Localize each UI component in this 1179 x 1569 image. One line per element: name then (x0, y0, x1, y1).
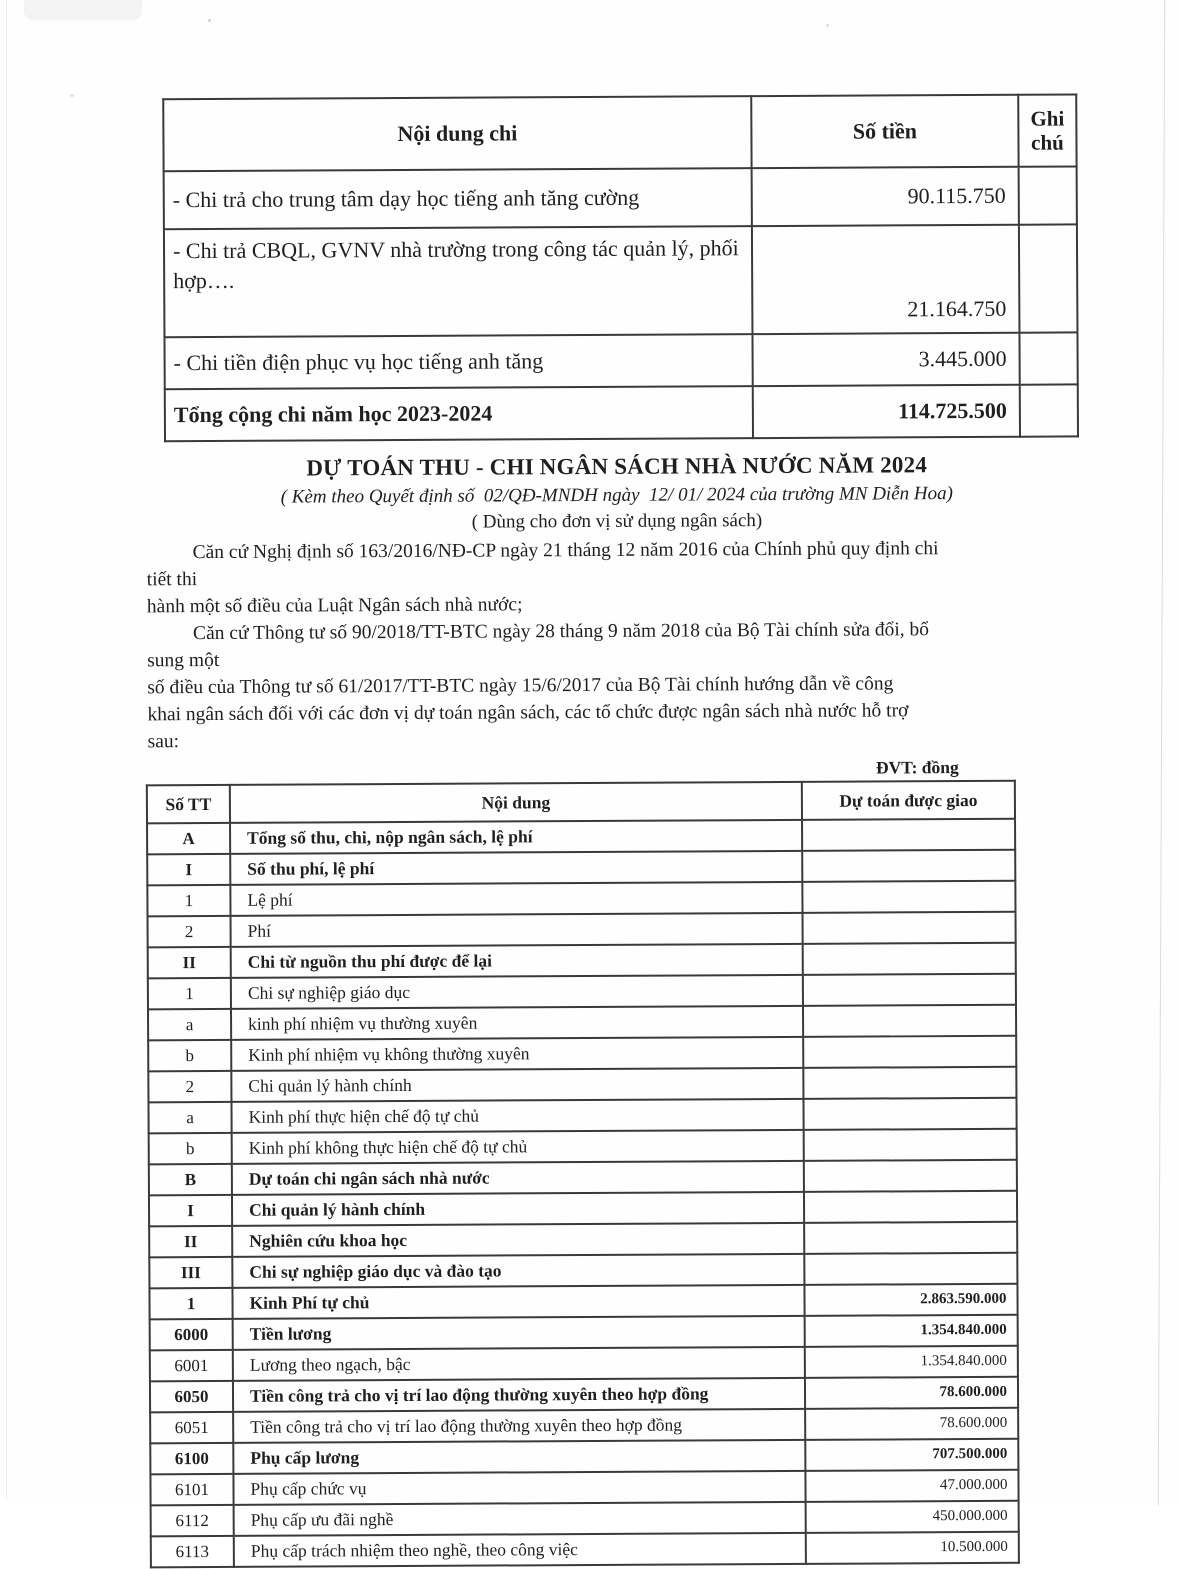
expense-amount: 90.115.750 (752, 167, 1019, 226)
budget-row-amount (804, 1129, 1017, 1161)
budget-row-label: Chi từ nguồn thu phí được để lại (231, 944, 803, 978)
budget-row-label: Phụ cấp ưu đãi nghề (234, 1502, 806, 1536)
column-header-content: Nội dung (230, 782, 802, 823)
budget-row-label: Tiền công trả cho vị trí lao động thường xuyên theo hợp đồng (233, 1409, 805, 1443)
table-row (164, 332, 1077, 389)
budget-row-amount (804, 1191, 1017, 1223)
budget-row-label: Chi quản lý hành chính (231, 1068, 803, 1102)
table-row (147, 819, 1015, 855)
budget-row-amount: 707.500.000 (805, 1439, 1018, 1471)
expense-label: - Chi trả cho trung tâm dạy học tiếng anh tăng cường (164, 168, 752, 229)
expense-amount: 114.725.500 (753, 385, 1020, 438)
budget-row-amount (804, 1253, 1017, 1285)
table-row (147, 881, 1015, 917)
legal-text-line: tiết thi (146, 569, 198, 591)
table-row (150, 1408, 1018, 1444)
budget-row-ordinal: III (149, 1257, 232, 1288)
table-row (150, 1346, 1018, 1382)
legal-text-line: khai ngân sách đối với các đơn vị dự toán ngân sách, các tổ chức được ngân sách nhà nước hỗ trợ (147, 700, 909, 726)
table-row (149, 1222, 1017, 1258)
budget-row-label: Tiền lương (233, 1316, 805, 1350)
expense-summary-table (162, 93, 1079, 442)
document-heading (0, 449, 1179, 538)
table-row (148, 1005, 1016, 1041)
budget-row-label: Dự toán chi ngân sách nhà nước (232, 1161, 804, 1195)
budget-row-ordinal: A (147, 823, 230, 854)
table-row (151, 1532, 1019, 1568)
table-row (164, 166, 1077, 229)
budget-row-label: Phí (231, 913, 803, 947)
budget-row-amount: 78.600.000 (805, 1377, 1018, 1409)
budget-table-header-row (147, 781, 1015, 824)
table-row (147, 850, 1015, 886)
budget-row-amount: 1.354.840.000 (805, 1315, 1018, 1347)
budget-row-amount (803, 1067, 1016, 1099)
budget-row-label: Kinh phí thực hiện chế độ tự chủ (231, 1099, 803, 1133)
legal-text-line: số điều của Thông tư số 61/2017/TT-BTC ngày 15/6/2017 của Bộ Tài chính hướng dẫn về công (147, 673, 894, 699)
budget-row-ordinal: 6051 (150, 1412, 233, 1443)
budget-row-amount: 1.354.840.000 (805, 1346, 1018, 1378)
budget-row-label: kinh phí nhiệm vụ thường xuyên (231, 1006, 803, 1040)
legal-text-line: Căn cứ Nghị định số 163/2016/NĐ-CP ngày 21 tháng 12 năm 2016 của Chính phủ quy định chi (192, 538, 939, 564)
budget-row-ordinal: 6050 (150, 1381, 233, 1412)
budget-row-ordinal: 6001 (150, 1350, 233, 1381)
expense-amount: 3.445.000 (752, 333, 1019, 386)
table-row (148, 1036, 1016, 1072)
budget-row-ordinal: 6113 (151, 1536, 234, 1567)
budget-row-amount (803, 974, 1016, 1006)
legal-text-line: hành một số điều của Luật Ngân sách nhà nước; (146, 594, 523, 618)
budget-row-label: Số thu phí, lệ phí (230, 851, 802, 885)
table-row (148, 943, 1016, 979)
budget-row-ordinal: b (148, 1040, 231, 1071)
budget-row-ordinal: II (148, 947, 231, 978)
budget-row-ordinal: 2 (148, 1071, 231, 1102)
budget-row-ordinal: 1 (148, 978, 231, 1009)
budget-row-amount (803, 1036, 1016, 1068)
table-row (150, 1377, 1018, 1413)
budget-row-ordinal: 1 (147, 885, 230, 916)
budget-row-ordinal: a (148, 1009, 231, 1040)
column-header-allocation: Dự toán được giao (802, 781, 1015, 820)
legal-text-line: sung một (147, 649, 220, 672)
budget-row-ordinal: 6100 (150, 1443, 233, 1474)
budget-row-ordinal: 6101 (150, 1474, 233, 1505)
budget-row-label: Phụ cấp lương (233, 1440, 805, 1474)
budget-row-amount (803, 943, 1016, 975)
expense-table-header-row (163, 94, 1076, 171)
budget-row-amount (802, 850, 1015, 882)
table-row (149, 1160, 1017, 1196)
table-row (148, 1098, 1016, 1134)
budget-row-amount (803, 1098, 1016, 1130)
budget-row-amount: 450.000.000 (806, 1501, 1019, 1533)
table-row (151, 1501, 1019, 1537)
budget-row-amount (804, 1222, 1017, 1254)
budget-row-ordinal: I (147, 854, 230, 885)
budget-row-label: Chi sự nghiệp giáo dục và đào tạo (232, 1254, 804, 1288)
budget-row-amount: 47.000.000 (805, 1470, 1018, 1502)
table-row (149, 1129, 1017, 1165)
expense-label: - Chi tiền điện phục vụ học tiếng anh tăng (164, 334, 752, 389)
expense-label: - Chi trả CBQL, GVNV nhà trường trong công tác quản lý, phối hợp…. (164, 226, 753, 337)
budget-row-amount (802, 819, 1015, 851)
budget-row-label: Nghiên cứu khoa học (232, 1223, 804, 1257)
expense-note (1020, 384, 1078, 436)
budget-estimate-table (146, 780, 1020, 1569)
document-title: DỰ TOÁN THU - CHI NGÂN SÁCH NHÀ NƯỚC NĂM 2024 (306, 452, 928, 481)
budget-row-label: Kinh Phí tự chủ (232, 1285, 804, 1319)
expense-label: Tổng cộng chi năm học 2023-2024 (165, 386, 753, 441)
budget-row-label: Phụ cấp chức vụ (233, 1471, 805, 1505)
expense-amount: 21.164.750 (752, 225, 1020, 334)
table-row (148, 912, 1016, 948)
budget-row-amount (803, 912, 1016, 944)
budget-row-label: Lương theo ngạch, bậc (233, 1347, 805, 1381)
table-row (164, 224, 1078, 337)
budget-row-ordinal: 6112 (151, 1505, 234, 1536)
budget-row-amount (802, 881, 1015, 913)
budget-row-amount (804, 1160, 1017, 1192)
budget-row-ordinal: a (148, 1102, 231, 1133)
budget-row-label: Tiền công trả cho vị trí lao động thường xuyên theo hợp đồng (233, 1378, 805, 1412)
table-row (149, 1191, 1017, 1227)
table-row (150, 1315, 1018, 1351)
budget-row-label: Lệ phí (230, 882, 802, 916)
budget-row-label: Kinh phí nhiệm vụ không thường xuyên (231, 1037, 803, 1071)
budget-row-ordinal: B (149, 1164, 232, 1195)
table-row (148, 974, 1016, 1010)
budget-row-ordinal: b (149, 1133, 232, 1164)
budget-row-label: Chi sự nghiệp giáo dục (231, 975, 803, 1009)
column-header-amount: Số tiền (751, 95, 1018, 168)
budget-row-ordinal: 1 (149, 1288, 232, 1319)
budget-row-ordinal: 6000 (150, 1319, 233, 1350)
budget-row-label: Tổng số thu, chi, nộp ngân sách, lệ phí (230, 820, 802, 854)
column-header-content: Nội dung chi (163, 96, 751, 171)
budget-row-amount (803, 1005, 1016, 1037)
budget-row-label: Phụ cấp trách nhiệm theo nghề, theo công việc (234, 1533, 806, 1567)
legal-text-line: Căn cứ Thông tư số 90/2018/TT-BTC ngày 28 tháng 9 năm 2018 của Bộ Tài chính sửa đổi, bổ (192, 619, 930, 645)
table-row (149, 1284, 1017, 1320)
budget-row-amount: 2.863.590.000 (804, 1284, 1017, 1316)
column-header-ordinal: Số TT (147, 785, 230, 823)
table-row (149, 1253, 1017, 1289)
budget-row-label: Kinh phí không thực hiện chế độ tự chủ (232, 1130, 804, 1164)
legal-text-line: sau: (147, 731, 180, 753)
table-row (165, 384, 1078, 441)
expense-note (1019, 332, 1077, 384)
unit-label: ĐVT: đồng (875, 757, 959, 778)
table-row (148, 1067, 1016, 1103)
budget-row-label: Chi quản lý hành chính (232, 1192, 804, 1226)
budget-row-ordinal: 2 (148, 916, 231, 947)
budget-row-amount: 78.600.000 (805, 1408, 1018, 1440)
expense-note (1019, 224, 1078, 332)
table-row (150, 1439, 1018, 1475)
column-header-note: Ghi chú (1018, 94, 1076, 166)
document-subtitle: ( Kèm theo Quyết định số 02/QĐ-MNDH ngày 12/ 01/ 2024 của trường MN Diễn Hoa) (280, 483, 953, 508)
expense-note (1019, 166, 1077, 224)
legal-paragraphs (147, 535, 1053, 756)
document-subnote: ( Dùng cho đơn vị sử dụng ngân sách) (471, 510, 763, 533)
budget-row-ordinal: II (149, 1226, 232, 1257)
budget-row-ordinal: I (149, 1195, 232, 1226)
budget-row-amount: 10.500.000 (806, 1532, 1019, 1564)
